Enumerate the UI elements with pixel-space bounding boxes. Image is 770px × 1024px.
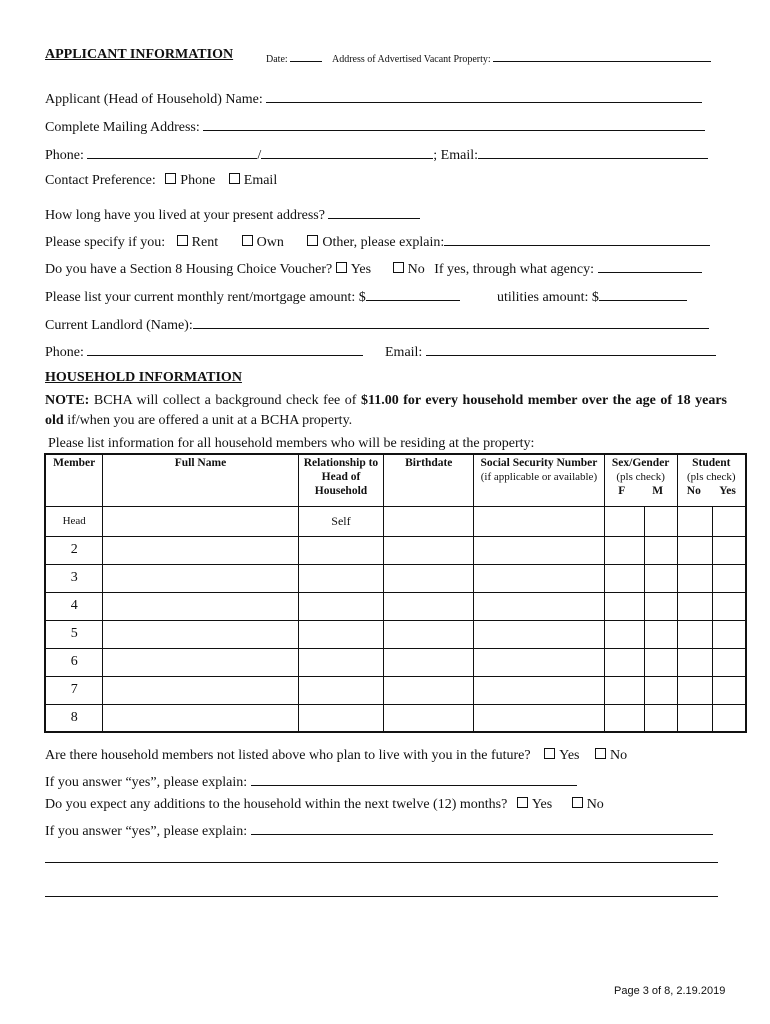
future-members-yes-label: Yes bbox=[559, 748, 580, 763]
landlord-line[interactable] bbox=[193, 316, 709, 329]
email-label: ; Email: bbox=[433, 148, 478, 163]
note-text-1: BCHA will collect a background check fee of bbox=[89, 393, 361, 408]
sex-f-cell[interactable] bbox=[604, 536, 644, 564]
explain-1-label: If you answer “yes”, please explain: bbox=[45, 775, 248, 790]
phone-line-2[interactable] bbox=[261, 146, 433, 159]
explain-2-field[interactable] bbox=[45, 822, 713, 840]
col-student-title: Student bbox=[692, 457, 731, 469]
utilities-field[interactable] bbox=[497, 288, 687, 306]
additions-no-label: No bbox=[586, 797, 604, 812]
additions-yes-label: Yes bbox=[531, 797, 553, 812]
col-member: Member bbox=[45, 454, 103, 506]
landlord-phone-field[interactable] bbox=[45, 343, 363, 361]
member-cell: 7 bbox=[45, 676, 103, 704]
phone-email-field[interactable] bbox=[45, 146, 708, 164]
col-student-no: No bbox=[686, 485, 701, 497]
sex-m-cell[interactable] bbox=[644, 620, 677, 648]
birthdate-cell[interactable] bbox=[384, 592, 474, 620]
landlord-field[interactable] bbox=[45, 316, 709, 334]
future-members-yes-checkbox[interactable] bbox=[544, 748, 555, 759]
section8-yes-label: Yes bbox=[350, 262, 372, 277]
col-sex-f: F bbox=[618, 485, 626, 497]
student-yes-cell[interactable] bbox=[712, 676, 746, 704]
contact-email-label: Email bbox=[243, 173, 278, 188]
ssn-cell[interactable] bbox=[474, 676, 605, 704]
col-sex-sub: (pls check) bbox=[616, 471, 665, 483]
relationship-cell[interactable] bbox=[298, 704, 384, 732]
student-no-cell[interactable] bbox=[677, 592, 712, 620]
sex-f-cell[interactable] bbox=[604, 676, 644, 704]
member-cell: 8 bbox=[45, 704, 103, 732]
student-yes-cell[interactable] bbox=[712, 506, 746, 536]
mailing-address-line[interactable] bbox=[203, 118, 705, 131]
vacant-address-line[interactable] bbox=[493, 49, 711, 62]
landlord-phone-line[interactable] bbox=[87, 343, 363, 356]
birthdate-cell[interactable] bbox=[384, 676, 474, 704]
contact-phone-checkbox[interactable] bbox=[165, 173, 176, 184]
member-cell: Head bbox=[45, 506, 103, 536]
explain-2-line-extra-2[interactable] bbox=[45, 896, 718, 897]
student-no-cell[interactable] bbox=[677, 676, 712, 704]
table-header-row bbox=[45, 454, 746, 506]
landlord-phone-label: Phone: bbox=[45, 345, 84, 360]
other-checkbox[interactable] bbox=[307, 235, 318, 246]
sex-f-cell[interactable] bbox=[604, 620, 644, 648]
member-cell: 6 bbox=[45, 648, 103, 676]
col-ssn-title: Social Security Number bbox=[480, 457, 598, 469]
future-members-label: Are there household members not listed above who plan to live with you in the future? bbox=[45, 748, 531, 763]
explain-1-field[interactable] bbox=[45, 773, 577, 791]
household-table bbox=[44, 453, 747, 733]
student-yes-cell[interactable] bbox=[712, 648, 746, 676]
household-note bbox=[45, 391, 727, 431]
rent-amount-label: Please list your current monthly rent/mortgage amount: $ bbox=[45, 290, 366, 305]
explain-1-line[interactable] bbox=[251, 773, 577, 786]
phone-separator: / bbox=[257, 148, 262, 163]
relationship-cell[interactable] bbox=[298, 536, 384, 564]
sex-f-cell[interactable] bbox=[604, 564, 644, 592]
note-text-2: if/when you are offered a unit at a BCHA property. bbox=[63, 413, 353, 428]
rent-checkbox[interactable] bbox=[177, 235, 188, 246]
col-sex-m: M bbox=[652, 485, 664, 497]
ssn-cell[interactable] bbox=[474, 704, 605, 732]
table-row bbox=[45, 620, 746, 648]
note-fee-text: $11.00 for every household member over the age of 18 years old bbox=[45, 393, 727, 428]
rent-label: Rent bbox=[191, 235, 219, 250]
full-name-cell[interactable] bbox=[103, 536, 298, 564]
how-long-field[interactable] bbox=[45, 206, 420, 224]
ssn-cell[interactable] bbox=[474, 564, 605, 592]
student-no-cell[interactable] bbox=[677, 704, 712, 732]
mailing-address-field[interactable] bbox=[45, 118, 705, 136]
student-no-cell[interactable] bbox=[677, 506, 712, 536]
student-yes-cell[interactable] bbox=[712, 592, 746, 620]
vacant-address-field[interactable] bbox=[332, 49, 711, 65]
student-no-cell[interactable] bbox=[677, 536, 712, 564]
applicant-name-line[interactable] bbox=[266, 90, 702, 103]
additions-yes-checkbox[interactable] bbox=[517, 797, 528, 808]
section8-no-checkbox[interactable] bbox=[393, 262, 404, 273]
student-no-cell[interactable] bbox=[677, 564, 712, 592]
applicant-heading: APPLICANT INFORMATION bbox=[45, 47, 234, 62]
contact-preference-label: Contact Preference: bbox=[45, 173, 156, 188]
other-label: Other, please explain: bbox=[322, 235, 445, 250]
household-heading: HOUSEHOLD INFORMATION bbox=[45, 370, 242, 385]
table-row bbox=[45, 676, 746, 704]
agency-label: If yes, through what agency: bbox=[434, 262, 595, 277]
relationship-cell[interactable]: Self bbox=[298, 506, 384, 536]
how-long-label: How long have you lived at your present address? bbox=[45, 208, 325, 223]
birthdate-cell[interactable] bbox=[384, 620, 474, 648]
table-row bbox=[45, 704, 746, 732]
additions-question bbox=[45, 797, 604, 813]
student-yes-cell[interactable] bbox=[712, 620, 746, 648]
future-members-question bbox=[45, 748, 627, 764]
utilities-label: utilities amount: $ bbox=[497, 290, 599, 305]
contact-preference bbox=[45, 173, 277, 189]
landlord-email-label: Email: bbox=[385, 345, 423, 360]
mailing-address-label: Complete Mailing Address: bbox=[45, 120, 200, 135]
relationship-cell[interactable] bbox=[298, 592, 384, 620]
ssn-cell[interactable] bbox=[474, 536, 605, 564]
relationship-cell[interactable] bbox=[298, 648, 384, 676]
sex-m-cell[interactable] bbox=[644, 564, 677, 592]
own-label: Own bbox=[256, 235, 284, 250]
other-explain-line[interactable] bbox=[444, 233, 710, 246]
full-name-cell[interactable] bbox=[103, 648, 298, 676]
future-members-no-label: No bbox=[609, 748, 628, 763]
student-no-cell[interactable] bbox=[677, 620, 712, 648]
relationship-cell[interactable] bbox=[298, 620, 384, 648]
birthdate-cell[interactable] bbox=[384, 648, 474, 676]
table-row bbox=[45, 536, 746, 564]
date-label: Date: bbox=[266, 54, 288, 65]
sex-f-cell[interactable] bbox=[604, 592, 644, 620]
relationship-cell[interactable] bbox=[298, 676, 384, 704]
col-student bbox=[677, 454, 746, 506]
col-birthdate: Birthdate bbox=[384, 454, 474, 506]
col-sex bbox=[604, 454, 677, 506]
birthdate-cell[interactable] bbox=[384, 564, 474, 592]
sex-m-cell[interactable] bbox=[644, 506, 677, 536]
vacant-address-label: Address of Advertised Vacant Property: bbox=[332, 54, 491, 65]
landlord-email-field[interactable] bbox=[385, 343, 716, 361]
student-yes-cell[interactable] bbox=[712, 536, 746, 564]
phone-line-1[interactable] bbox=[87, 146, 257, 159]
sex-m-cell[interactable] bbox=[644, 648, 677, 676]
section8-no-label: No bbox=[407, 262, 425, 277]
contact-phone-label: Phone bbox=[180, 173, 216, 188]
date-field[interactable] bbox=[266, 49, 322, 65]
birthdate-cell[interactable] bbox=[384, 536, 474, 564]
col-full-name: Full Name bbox=[103, 454, 298, 506]
table-row bbox=[45, 564, 746, 592]
ssn-cell[interactable] bbox=[474, 648, 605, 676]
additions-label: Do you expect any additions to the household within the next twelve (12) months? bbox=[45, 797, 508, 812]
birthdate-cell[interactable] bbox=[384, 506, 474, 536]
own-checkbox[interactable] bbox=[242, 235, 253, 246]
sex-f-cell[interactable] bbox=[604, 506, 644, 536]
specify-label: Please specify if you: bbox=[45, 235, 166, 250]
utilities-line[interactable] bbox=[599, 288, 687, 301]
student-yes-cell[interactable] bbox=[712, 704, 746, 732]
landlord-email-line[interactable] bbox=[426, 343, 716, 356]
member-cell: 2 bbox=[45, 536, 103, 564]
birthdate-cell[interactable] bbox=[384, 704, 474, 732]
explain-2-line[interactable] bbox=[251, 822, 713, 835]
sex-m-cell[interactable] bbox=[644, 676, 677, 704]
table-row bbox=[45, 592, 746, 620]
col-ssn-sub: (if applicable or available) bbox=[480, 471, 598, 483]
sex-m-cell[interactable] bbox=[644, 592, 677, 620]
table-row bbox=[45, 648, 746, 676]
household-list-intro: Please list information for all household members who will be residing at the property: bbox=[48, 436, 535, 451]
ssn-cell[interactable] bbox=[474, 592, 605, 620]
rent-amount-line[interactable] bbox=[366, 288, 460, 301]
full-name-cell[interactable] bbox=[103, 676, 298, 704]
agency-line[interactable] bbox=[598, 260, 702, 273]
full-name-cell[interactable] bbox=[103, 620, 298, 648]
full-name-cell[interactable] bbox=[103, 704, 298, 732]
col-student-yes: Yes bbox=[719, 485, 736, 497]
applicant-name-field[interactable] bbox=[45, 90, 702, 108]
future-members-no-checkbox[interactable] bbox=[595, 748, 606, 759]
col-ssn bbox=[474, 454, 605, 506]
sex-m-cell[interactable] bbox=[644, 704, 677, 732]
col-relationship: Relationship to Head of Household bbox=[298, 454, 384, 506]
email-line[interactable] bbox=[478, 146, 708, 159]
full-name-cell[interactable] bbox=[103, 506, 298, 536]
note-label: NOTE: bbox=[45, 393, 90, 408]
col-sex-title: Sex/Gender bbox=[611, 457, 670, 469]
full-name-cell[interactable] bbox=[103, 592, 298, 620]
full-name-cell[interactable] bbox=[103, 564, 298, 592]
section8-question bbox=[45, 260, 702, 278]
relationship-cell[interactable] bbox=[298, 564, 384, 592]
explain-2-line-extra-1[interactable] bbox=[45, 862, 718, 863]
member-cell: 4 bbox=[45, 592, 103, 620]
section8-label: Do you have a Section 8 Housing Choice Voucher? bbox=[45, 262, 333, 277]
contact-email-checkbox[interactable] bbox=[229, 173, 240, 184]
sex-f-cell[interactable] bbox=[604, 648, 644, 676]
student-yes-cell[interactable] bbox=[712, 564, 746, 592]
col-student-sub: (pls check) bbox=[687, 471, 736, 483]
landlord-label: Current Landlord (Name): bbox=[45, 318, 193, 333]
ssn-cell[interactable] bbox=[474, 620, 605, 648]
section8-yes-checkbox[interactable] bbox=[336, 262, 347, 273]
additions-no-checkbox[interactable] bbox=[572, 797, 583, 808]
phone-label: Phone: bbox=[45, 148, 84, 163]
sex-m-cell[interactable] bbox=[644, 536, 677, 564]
ssn-cell[interactable] bbox=[474, 506, 605, 536]
date-line[interactable] bbox=[290, 49, 322, 62]
housing-status bbox=[45, 233, 710, 251]
student-no-cell[interactable] bbox=[677, 648, 712, 676]
member-cell: 5 bbox=[45, 620, 103, 648]
member-cell: 3 bbox=[45, 564, 103, 592]
explain-2-label: If you answer “yes”, please explain: bbox=[45, 824, 248, 839]
how-long-line[interactable] bbox=[328, 206, 420, 219]
page-footer: Page 3 of 8, 2.19.2019 bbox=[614, 985, 726, 997]
sex-f-cell[interactable] bbox=[604, 704, 644, 732]
table-row bbox=[45, 506, 746, 536]
applicant-name-label: Applicant (Head of Household) Name: bbox=[45, 92, 263, 107]
rent-amount-field[interactable] bbox=[45, 288, 460, 306]
